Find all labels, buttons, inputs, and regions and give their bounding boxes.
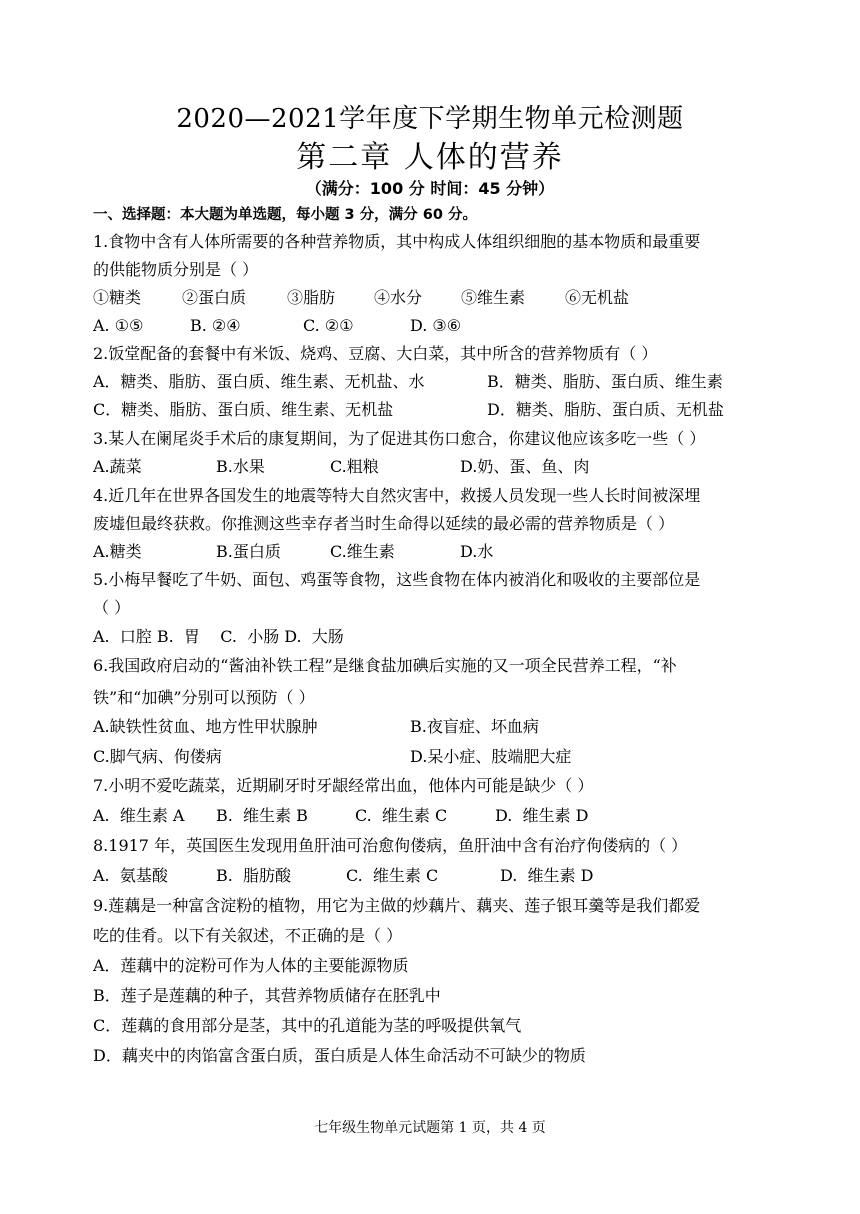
question-5-stem-line1: 5.小梅早餐吃了牛奶、面包、鸡蛋等食物，这些食物在体内被消化和吸收的主要部位是 — [93, 570, 701, 589]
question-8-stem: 8.1917 年，英国医生发现用鱼肝油可治愈佝偻病，鱼肝油中含有治疗佝偻病的（ ） — [93, 836, 688, 855]
q7-option-c: C. 维生素 C — [355, 806, 448, 825]
q4-option-a: A.糖类 — [93, 542, 142, 561]
q8-option-d: D. 维生素 D — [500, 866, 594, 885]
q1-item-6: ⑥无机盐 — [565, 288, 630, 307]
q6-option-b: B.夜盲症、坏血病 — [410, 717, 539, 736]
q1-item-4: ④水分 — [374, 288, 423, 307]
question-2-stem: 2.饭堂配备的套餐中有米饭、烧鸡、豆腐、大白菜，其中所含的营养物质有（ ） — [93, 344, 658, 363]
q5-options: A. 口腔 B. 胃 C. 小肠 D. 大肠 — [93, 627, 344, 646]
q2-option-d: D．糖类、脂肪、蛋白质、无机盐 — [487, 400, 724, 419]
q2-option-c: C．糖类、脂肪、蛋白质、维生素、无机盐 — [93, 400, 394, 419]
q9-option-c: C．莲藕的食用部分是茎，其中的孔道能为茎的呼吸提供氧气 — [93, 1016, 522, 1035]
q1-item-2: ②蛋白质 — [182, 288, 247, 307]
q9-option-d: D．藕夹中的肉馅富含蛋白质，蛋白质是人体生命活动不可缺少的物质 — [93, 1046, 586, 1065]
question-4-stem-line1: 4.近几年在世界各国发生的地震等特大自然灾害中，救援人员发现一些人长时间被深埋 — [93, 486, 701, 505]
question-9-stem-line2: 吃的佳肴。以下有关叙述，不正确的是（ ） — [93, 926, 403, 945]
q3-option-d: D.奶、蛋、鱼、肉 — [460, 457, 590, 476]
question-1-stem-line2: 的供能物质分别是（ ） — [93, 260, 259, 279]
question-3-stem: 3.某人在阑尾炎手术后的康复期间，为了促进其伤口愈合，你建议他应该多吃一些（ ） — [93, 429, 706, 448]
q3-option-c: C.粗粮 — [330, 457, 379, 476]
exam-meta: （满分：100 分 时间：45 分钟） — [305, 179, 555, 198]
q1-item-3: ③脂肪 — [287, 288, 336, 307]
q9-option-a: A．莲藕中的淀粉可作为人体的主要能源物质 — [93, 956, 409, 975]
question-1-stem-line1: 1.食物中含有人体所需要的各种营养物质，其中构成人体组织细胞的基本物质和最重要 — [93, 232, 701, 251]
q4-option-d: D.水 — [460, 542, 494, 561]
q7-option-b: B. 维生素 B — [216, 806, 308, 825]
question-7-stem: 7.小明不爱吃蔬菜，近期刷牙时牙龈经常出血，他体内可能是缺少（ ） — [93, 776, 594, 795]
q4-option-c: C.维生素 — [330, 542, 395, 561]
chapter-title: 第二章 人体的营养 — [296, 140, 564, 175]
q6-option-c: C.脚气病、佝偻病 — [93, 747, 222, 766]
q7-option-d: D. 维生素 D — [495, 806, 589, 825]
q1-option-a: A. ①⑤ — [93, 316, 144, 335]
q2-option-a: A．糖类、脂肪、蛋白质、维生素、无机盐、水 — [93, 372, 425, 391]
question-9-stem-line1: 9.莲藕是一种富含淀粉的植物，用它为主做的炒藕片、藕夹、莲子银耳羹等是我们都爱 — [93, 896, 701, 915]
q2-option-b: B．糖类、脂肪、蛋白质、维生素 — [487, 372, 723, 391]
question-4-stem-line2: 废墟但最终获救。你推测这些幸存者当时生命得以延续的最必需的营养物质是（ ） — [93, 514, 675, 533]
q1-option-d: D. ③⑥ — [410, 316, 462, 335]
q4-option-b: B.蛋白质 — [216, 542, 281, 561]
question-6-stem-line1: 6.我国政府启动的“酱油补铁工程”是继食盐加碘后实施的又一项全民营养工程，“补 — [93, 656, 677, 675]
q8-option-c: C. 维生素 C — [346, 866, 439, 885]
q6-option-d: D.呆小症、肢端肥大症 — [410, 747, 572, 766]
q1-item-5: ⑤维生素 — [461, 288, 526, 307]
q7-option-a: A. 维生素 A — [93, 806, 185, 825]
section-title: 一、选择题：本大题为单选题，每小题 3 分，满分 60 分。 — [93, 207, 477, 223]
q1-option-c: C. ②① — [303, 316, 354, 335]
q3-option-b: B.水果 — [216, 457, 265, 476]
page-footer: 七年级生物单元试题第 1 页，共 4 页 — [314, 1120, 546, 1136]
q1-item-1: ①糖类 — [93, 288, 142, 307]
question-5-stem-line2: （ ） — [93, 598, 131, 617]
question-6-stem-line2: 铁”和“加碘”分别可以预防（ ） — [93, 688, 315, 707]
q1-option-b: B. ②④ — [190, 316, 241, 335]
q3-option-a: A.蔬菜 — [93, 457, 142, 476]
q8-option-a: A. 氨基酸 — [93, 866, 168, 885]
q9-option-b: B．莲子是莲藕的种子，其营养物质储存在胚乳中 — [93, 986, 441, 1005]
exam-title: 2020—2021学年度下学期生物单元检测题 — [176, 104, 684, 134]
q8-option-b: B. 脂肪酸 — [216, 866, 292, 885]
q6-option-a: A.缺铁性贫血、地方性甲状腺肿 — [93, 717, 318, 736]
